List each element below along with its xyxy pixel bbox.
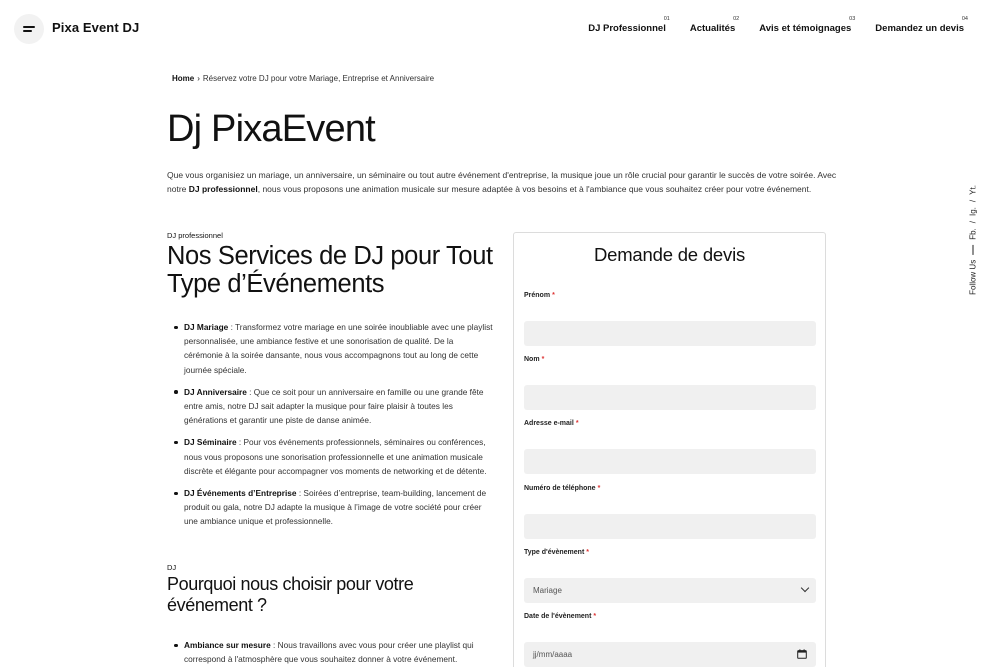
list-item: DJ Anniversaire : Que ce soit pour un anniversaire en famille ou une grande fête entre amis, notre DJ sait adapter la musique pour faire plaisir à toutes les générations et garantir une piste de danse animée.	[174, 385, 494, 428]
why-kicker: DJ	[167, 563, 177, 572]
phone-label: Numéro de téléphone *	[524, 485, 601, 492]
nav-item-devis[interactable]: Demandez un devis 04	[875, 16, 968, 34]
breadcrumb-current: Réservez votre DJ pour votre Mariage, Entreprise et Anniversaire	[202, 74, 435, 83]
event-date-label: Date de l'évènement *	[524, 613, 597, 620]
quote-form	[513, 232, 826, 667]
list-item: DJ Mariage : Transformez votre mariage en une soirée inoubliable avec une playlist personnalisée, une ambiance festive et une sonorisation de qualité. De la cérémonie à la soirée dansante, nous vous accompagnons tout au long de cette journée spéciale.	[174, 320, 494, 377]
list-item: DJ Séminaire : Pour vos événements professionnels, séminaires ou conférences, nous vous proposons une sonorisation professionnelle et une animation musicale discrète et élégante pour accompagner vos moments de networking et de détente.	[174, 435, 494, 478]
lastname-label: Nom *	[524, 356, 545, 363]
why-title: Pourquoi nous choisir pour votre événement ?	[167, 574, 414, 615]
lastname-field[interactable]	[524, 385, 816, 410]
main-nav	[588, 16, 968, 34]
page-title: Dj PixaEvent	[167, 108, 375, 150]
list-item: Ambiance sur mesure : Nous travaillons avec vous pour créer une playlist qui correspond à l'atmosphère que vous souhaitez donner à votre événement.	[174, 638, 494, 666]
services-kicker: DJ professionnel	[167, 231, 223, 240]
event-type-label: Type d'évènement *	[524, 549, 590, 556]
phone-field[interactable]	[524, 514, 816, 539]
event-date-value: jj/mm/aaaa	[533, 650, 573, 659]
follow-separator: /	[968, 199, 978, 203]
follow-divider	[973, 245, 974, 255]
site-brand[interactable]: Pixa Event DJ	[52, 20, 140, 35]
firstname-label: Prénom *	[524, 292, 555, 299]
event-type-select[interactable]	[524, 578, 816, 603]
calendar-icon[interactable]	[797, 649, 807, 659]
list-item: DJ Événements d’Entreprise : Soirées d’entreprise, team-building, lancement de produit ou gala, notre DJ adapte la musique à l’image de votre société pour créer une ambiance unique et professionnelle.	[174, 486, 494, 529]
firstname-field[interactable]	[524, 321, 816, 346]
chevron-right-icon: ›	[197, 74, 200, 83]
nav-item-dj-professionnel[interactable]: DJ Professionnel 01	[588, 16, 670, 34]
why-list	[174, 638, 494, 667]
follow-us-label: Follow Us	[968, 259, 978, 295]
nav-item-actualites[interactable]: Actualités 02	[689, 16, 740, 34]
breadcrumb-home-link[interactable]: Home	[172, 74, 195, 83]
nav-item-avis[interactable]: Avis et témoignages 03	[759, 16, 856, 34]
menu-icon[interactable]	[14, 14, 44, 44]
instagram-link[interactable]: Ig.	[968, 207, 978, 216]
services-title: Nos Services de DJ pour Tout Type d’Événements	[167, 242, 493, 298]
intro-paragraph: Que vous organisiez un mariage, un anniversaire, un séminaire ou tout autre événement d'entreprise, la musique joue un rôle crucial pour garantir le succès de votre soirée. Avec notre DJ professionnel, nous vous proposons une animation musicale sur mesure adaptée à vos besoins et à l'ambiance que vous souhaitez créer pour votre événement.	[167, 170, 837, 194]
chevron-down-icon	[801, 584, 809, 592]
event-date-field[interactable]	[524, 642, 816, 667]
follow-us-bar	[969, 185, 978, 295]
site-header	[0, 0, 1000, 58]
email-field[interactable]	[524, 449, 816, 474]
follow-separator: /	[968, 221, 978, 224]
breadcrumb	[172, 74, 434, 83]
facebook-link[interactable]: Fb.	[968, 228, 978, 240]
youtube-link[interactable]: Yt.	[968, 185, 978, 195]
email-label: Adresse e-mail *	[524, 420, 579, 427]
services-list	[174, 320, 494, 537]
form-title: Demande de devis	[593, 244, 746, 265]
event-type-value: Mariage	[533, 586, 562, 595]
